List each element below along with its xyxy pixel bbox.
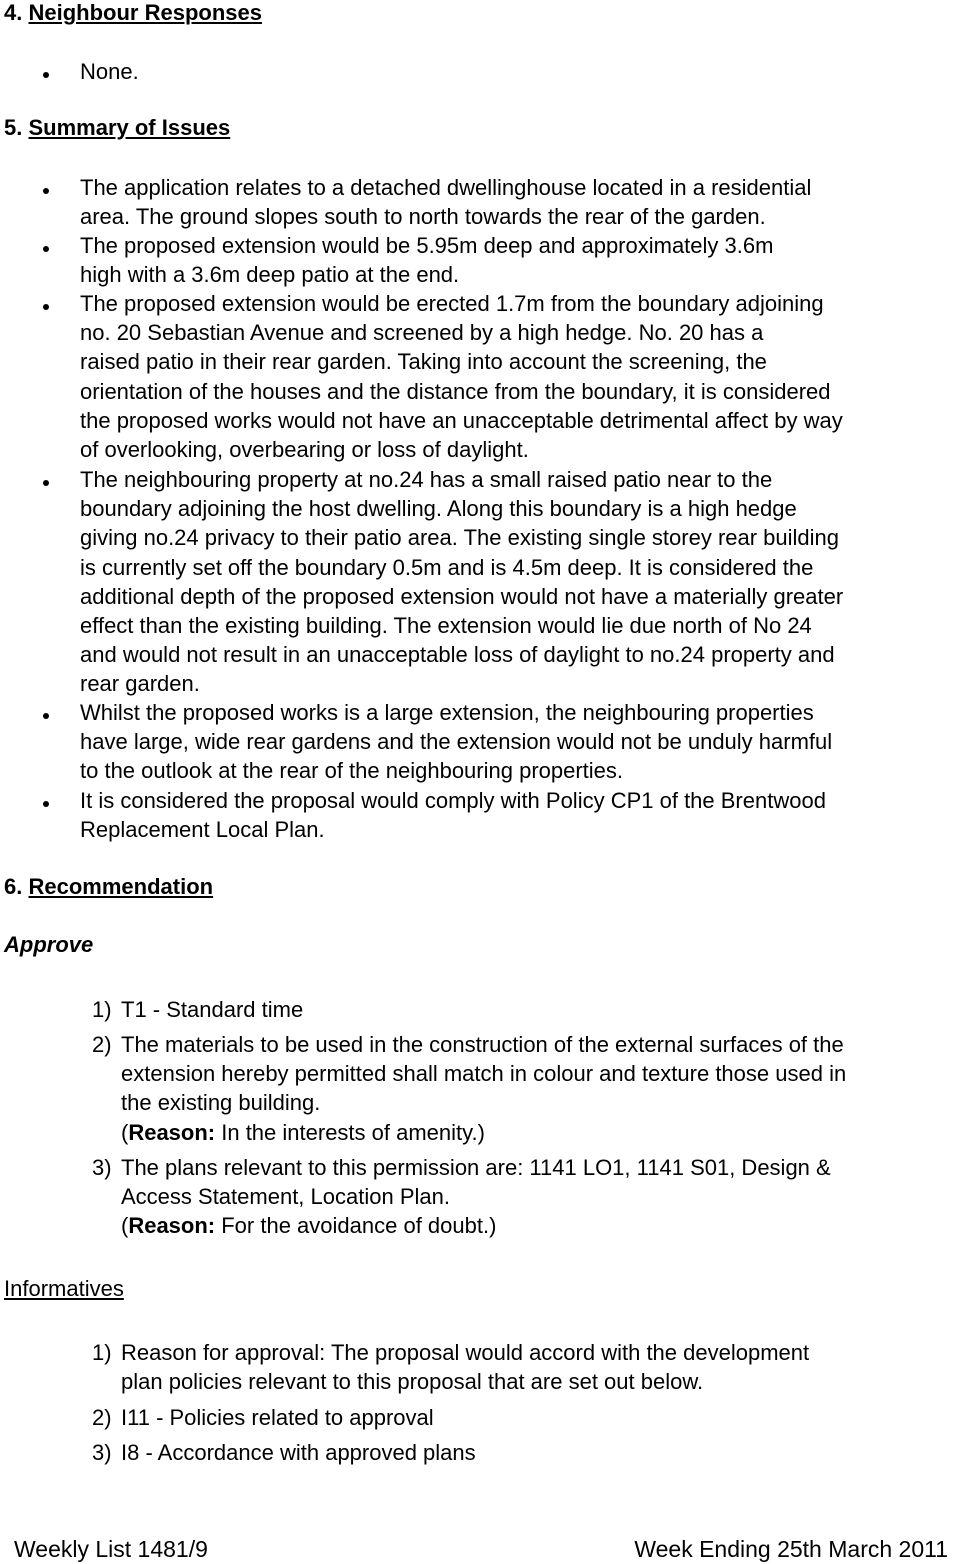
reason-label: Reason: [128,1213,216,1239]
informative-number: 2) [92,1405,112,1430]
informative-text: I11 - Policies related to approval [121,1405,434,1430]
condition-number: 1) [92,997,112,1022]
section-4-title: Neighbour Responses [28,0,262,25]
informative-number: 1) [92,1340,112,1365]
condition-number: 3) [92,1155,112,1180]
informative-text: Reason for approval: The proposal would accord with the development plan policies relevant to this proposal that are set out below. [121,1340,810,1395]
reason-label: Reason: [128,1119,216,1145]
section-5-number: 5. [4,115,23,140]
informative-number: 3) [92,1440,112,1465]
list-item: It is considered the proposal would comply with Policy CP1 of the Brentwood Replacement Local Plan. [80,788,826,843]
section-5-heading [4,115,230,141]
section-4-number: 4. [4,0,23,25]
footer-week-ending: Week Ending 25th March 2011 [634,1536,948,1562]
bullet-icon [43,713,49,719]
bullet-icon [43,801,49,807]
bullet-icon [43,72,49,78]
condition-reason: (Reason: For the avoidance of doubt.) [121,1213,497,1239]
condition-number: 2) [92,1032,112,1057]
condition-text: T1 - Standard time [121,997,304,1022]
section-4-heading [4,0,262,26]
decision-label: Approve [4,932,94,957]
list-item: The neighbouring property at no.24 has a small raised patio near to the boundary adjoining the host dwelling. Along this boundary is a high hedge giving no.24 privacy to their patio area. The existing single storey rear building is currently set off the boundary 0.5m and is 4.5m deep. It is considered the additional depth of the proposed extension would not have a materially greater effect than the existing building. The extension would lie due north of No 24 and would not result in an unacceptable loss of daylight to no.24 property and rear garden. [80,467,844,697]
section-5-title: Summary of Issues [28,115,231,140]
bullet-icon [43,246,49,252]
informative-text: I8 - Accordance with approved plans [121,1440,476,1465]
bullet-icon [43,480,49,486]
list-item: The proposed extension would be 5.95m deep and approximately 3.6m high with a 3.6m deep patio at the end. [80,233,774,288]
condition-reason: (Reason: In the interests of amenity.) [121,1119,485,1145]
list-item: None. [80,59,139,84]
section-6-heading [4,874,213,900]
condition-text: The plans relevant to this permission are: 1141 LO1, 1141 S01, Design & Access Statement, Location Plan. (Reason: For the avoidance of doubt.) [121,1153,831,1241]
section-6-title: Recommendation [28,874,214,899]
list-item: Whilst the proposed works is a large extension, the neighbouring properties have large, wide rear gardens and the extension would not be unduly harmful to the outlook at the rear of the neighbouring properties. [80,700,833,784]
footer-weekly-list: Weekly List 1481/9 [14,1536,208,1562]
bullet-icon [43,304,49,310]
list-item: The application relates to a detached dwellinghouse located in a residential area. The ground slopes south to north towards the rear of the garden. [80,175,812,230]
section-6-number: 6. [4,874,23,899]
informatives-heading: Informatives [4,1276,124,1301]
condition-text: The materials to be used in the construction of the external surfaces of the extension hereby permitted shall match in colour and texture those used in the existing building. (Reason: In the interests of amenity.) [121,1030,846,1147]
bullet-icon [43,188,49,194]
list-item: The proposed extension would be erected 1.7m from the boundary adjoining no. 20 Sebastian Avenue and screened by a high hedge. No. 20 has a raised patio in their rear garden. Taking into account the screening, the orientation of the houses and the distance from the boundary, it is considered the proposed works would not have an unacceptable detrimental affect by way of overlooking, overbearing or loss of daylight. [80,291,843,462]
